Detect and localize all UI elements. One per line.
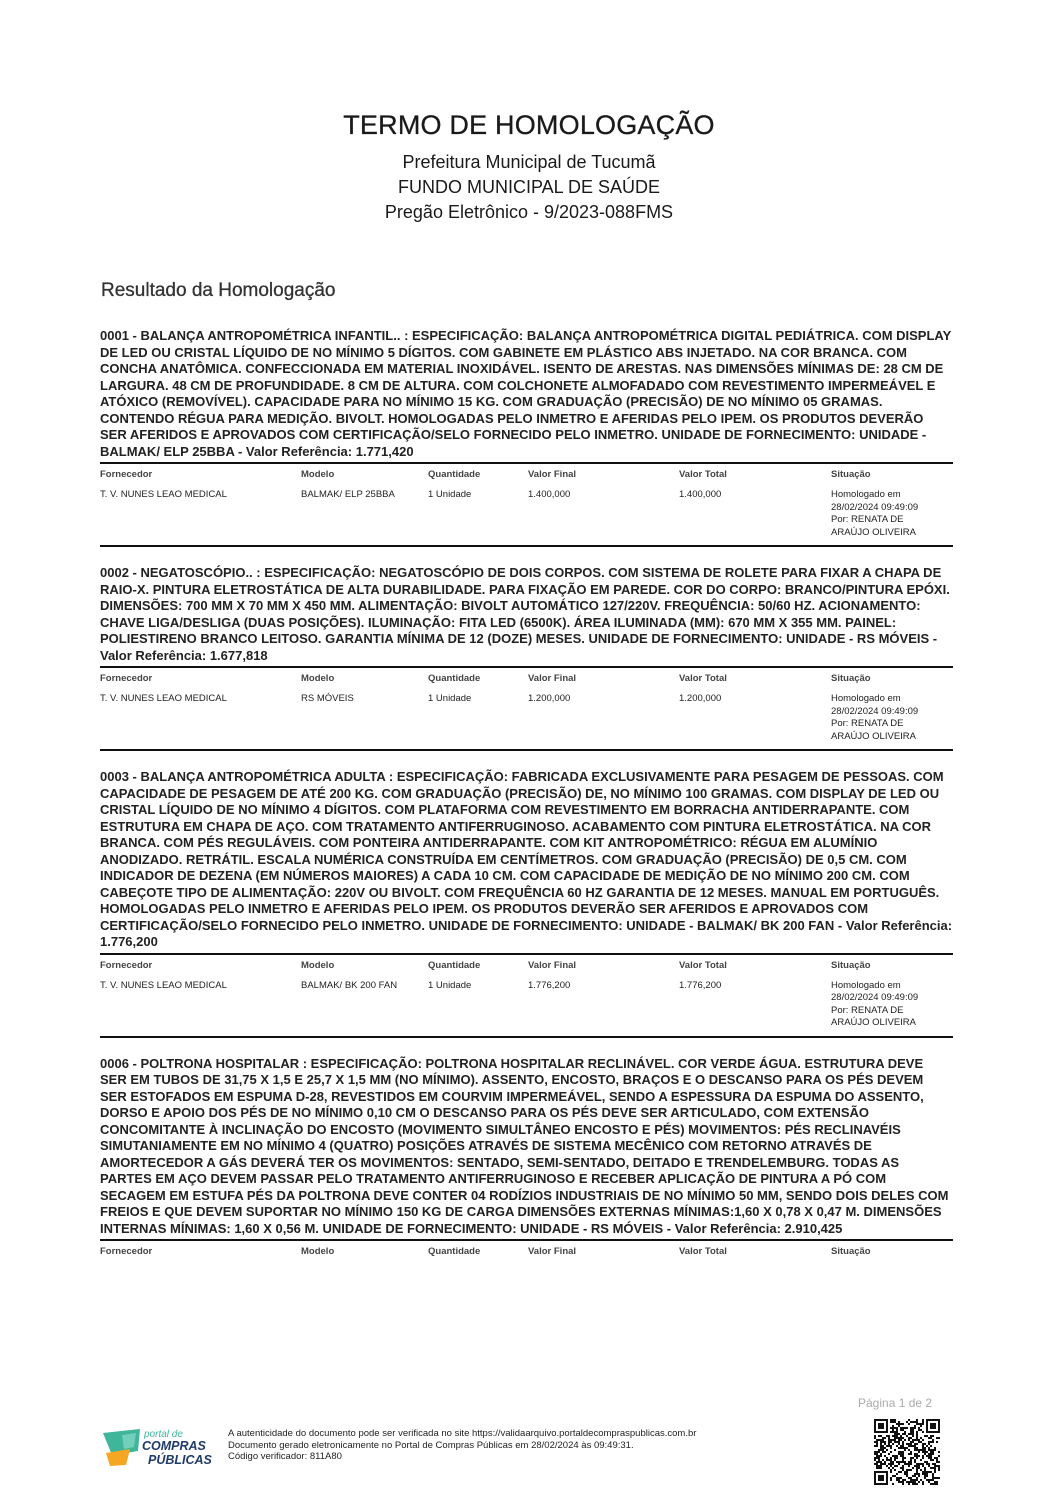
column-header-supplier: Fornecedor [100, 673, 153, 684]
status-line: 28/02/2024 09:49:09 [831, 705, 919, 717]
model-cell: BALMAK/ BK 200 FAN [301, 979, 398, 991]
final-value-cell: 1.400,000 [528, 489, 571, 500]
column-header-final-value: Valor Final [528, 1246, 577, 1257]
footer-line: Código verificador: 811A80 [228, 1451, 342, 1462]
status-line: ARAÚJO OLIVEIRA [831, 526, 916, 538]
column-header-model: Modelo [301, 1246, 335, 1257]
homologation-items [100, 328, 953, 1279]
column-header-model: Modelo [301, 673, 335, 684]
divider [100, 545, 953, 547]
divider [100, 749, 953, 751]
item-block [100, 1056, 953, 1262]
column-header-status: Situação [831, 959, 871, 971]
section-heading: Resultado da Homologação [101, 280, 336, 301]
column-header-final-value: Valor Final [528, 469, 577, 480]
column-header-total-value: Valor Total [679, 469, 727, 480]
footer-line: Documento gerado eletronicamente no Portal de Compras Públicas em 28/02/2024 às 09:49:31. [228, 1439, 634, 1451]
status-line: Por: RENATA DE [831, 514, 904, 525]
item-block [100, 565, 953, 751]
column-header-supplier: Fornecedor [100, 959, 153, 971]
final-value-cell: 1.200,000 [528, 693, 571, 704]
svg-text:portal de: portal de [144, 1429, 183, 1440]
total-value-cell: 1.400,000 [679, 489, 722, 500]
column-header-quantity: Quantidade [428, 469, 481, 480]
model-cell: BALMAK/ ELP 25BBA [301, 489, 395, 500]
svg-text:PÚBLICAS: PÚBLICAS [148, 1453, 212, 1467]
column-header-status: Situação [831, 1246, 871, 1257]
portal-compras-publicas-logo [100, 1425, 218, 1467]
status-line: Homologado em [831, 489, 901, 500]
status-line: Por: RENATA DE [831, 1004, 904, 1016]
item-description: 0003 - BALANÇA ANTROPOMÉTRICA ADULTA : ESPECIFICAÇÃO: FABRICADA EXCLUSIVAMENTE PARA PESAGEM DE PESSOAS. COM CAPACIDADE DE PESAGEM DE ATÉ 200 KG. COM GRADUAÇÃO (PRECISÃO) DE, NO MÍNIMO 100 GRAMAS. COM DISPLAY DE LED OU CRISTAL LÍQUIDO DE NO MÍNIMO 4 DÍGITOS. COM PLATAFORMA COM REVESTIMENTO EM BORRACHA ANTIDERRAPANTE. COM ESTRUTURA EM CHAPA DE AÇO. COM TRATAMENTO ANTIFERRUGINOSO. ACABAMENTO COM PINTURA ELETROSTÁTICA. NA COR BRANCA. COM PÉS REGULÁVEIS. COM PONTEIRA ANTIDERRAPANTE. COM KIT ANTROPOMÉTRICO: RÉGUA EM ALUMÍNIO ANODIZADO. RETRÁTIL. ESCALA NUMÉRICA CONSTRUÍDA EM CENTÍMETROS. COM GRADUAÇÃO (PRECISÃO) DE 0,5 CM. COM INDICADOR DE DEZENA (EM NÚMEROS MAIORES) A CADA 10 CM. COM CAPACIDADE DE MEDIÇÃO DE NO MÍNIMO 200 CM. COM CABEÇOTE TIPO DE ALIMENTAÇÃO: 220V OU BIVOLT. COM FREQUÊNCIA 60 HZ GARANTIA DE 12 MESES. MANUAL EM PORTUGUÊS. HOMOLOGADAS PELO INMETRO E AFERIDAS PELO IPEM. OS PRODUTOS DEVERÃO SER AFERIDOS E APROVADOS COM CERTIFICAÇÃO/SELO FORNECIDO PELO INMETRO. UNIDADE DE FORNECIMENTO: UNIDADE - BALMAK/ BK 200 FAN - Valor Referência: 1.776,200 [100, 769, 953, 949]
item-table [100, 464, 953, 539]
page-number: Página 1 de 2 [858, 1396, 933, 1410]
fund-name: FUNDO MUNICIPAL DE SAÚDE [397, 177, 661, 197]
process-identifier: Pregão Eletrônico - 9/2023-088FMS [384, 202, 674, 222]
status-line: 28/02/2024 09:49:09 [831, 992, 919, 1003]
organization-name: Prefeitura Municipal de Tucumã [402, 152, 656, 172]
item-table [100, 1241, 953, 1261]
footer-line: A autenticidade do documento pode ser verificada no site https://validaarquivo.portaldecompraspublicas.com.br [228, 1428, 697, 1439]
status-line: Homologado em [831, 979, 901, 991]
item-block [100, 328, 953, 547]
total-value-cell: 1.200,000 [679, 693, 722, 704]
item-description: 0006 - POLTRONA HOSPITALAR : ESPECIFICAÇÃO: POLTRONA HOSPITALAR RECLINÁVEL. COR VERDE ÁGUA. ESTRUTURA DEVE SER EM TUBOS DE 31,75 X 1,5 E 25,7 X 1,5 MM (NO MÍNIMO). ASSENTO, ENCOSTO, BRAÇOS E O DESCANSO PARA OS PÉS DEVEM SER ESTOFADOS EM ESPUMA D-28, REVESTIDOS EM COURVIM IMPERMEÁVEL, SENDO A ESPESSURA DA ESPUMA DO ASSENTO, DORSO E APOIO DOS PÉS DE NO MÍNIMO 0,10 CM O DESCANSO PARA OS PÉS DEVE SER ARTICULADO, COM EXTENSÃO CONCOMITANTE À INCLINAÇÃO DO ENCOSTO (MOVIMENTO SIMULTÂNEO ENCOSTO E PÉS) MOVIMENTOS: PÉS RECLINAVÉIS SIMUTANIAMENTE EM NO MÍNIMO 4 (QUATRO) POSIÇÕES ATRAVÉS DE SISTEMA MECÊNICO COM RETORNO ATRAVÉS DE AMORTECEDOR A GÁS DEVERÁ TER OS MOVIMENTOS: SENTADO, SEMI-SENTADO, DEITADO E TRENDELEMBURG. TODAS AS PARTES EM AÇO DEVEM PASSAR PELO TRATAMENTO ANTIFERRUGINOSO E RECEBER APLICAÇÃO DE PINTURA A PÓ COM SECAGEM EM ESTUFA PÉS DA POLTRONA DEVE CONTER 04 RODÍZIOS INDUSTRIAIS DE NO MÍNIMO 50 MM, SENDO DOIS DELES COM FREIOS E QUE DEVEM SUPORTAR NO MÍNIMO 150 KG DE CARGA DIMENSÕES EXTERNAS MÍNIMAS:1,60 X 0,78 X 0,47 M. DIMENSÕES INTERNAS MÍNIMAS: 1,60 X 0,56 M. UNIDADE DE FORNECIMENTO: UNIDADE - RS MÓVEIS - Valor Referência: 2.910,425 [100, 1055, 949, 1236]
quantity-cell: 1 Unidade [428, 979, 472, 991]
column-header-quantity: Quantidade [428, 673, 481, 684]
model-cell: RS MÓVEIS [301, 693, 354, 704]
column-header-quantity: Quantidade [428, 1246, 481, 1257]
column-header-supplier: Fornecedor [100, 469, 153, 480]
item-description: 0002 - NEGATOSCÓPIO.. : ESPECIFICAÇÃO: NEGATOSCÓPIO DE DOIS CORPOS. COM SISTEMA DE ROLETE PARA FIXAR A CHAPA DE RAIO-X. PINTURA ELETROSTÁTICA DE ALTA DURABILIDADE. PARA FIXAÇÃO EM PAREDE. COR DO CORPO: BRANCO/PINTURA EPÓXI. DIMENSÕES: 700 MM X 70 MM X 450 MM. ALIMENTAÇÃO: BIVOLT AUTOMÁTICO 127/220V. FREQUÊNCIA: 50/60 HZ. ACIONAMENTO: CHAVE LIGA/DESLIGA (DUAS POSIÇÕES). ILUMINAÇÃO: FITA LED (6500K). ÁREA ILUMINADA (MM): 670 MM X 355 MM. PAINEL: POLIESTIRENO BRANCO LEITOSO. GARANTIA MÍNIMA DE 12 (DOZE) MESES. UNIDADE DE FORNECIMENTO: UNIDADE - RS MÓVEIS - Valor Referência: 1.677,818 [100, 565, 950, 663]
item-block [100, 769, 953, 1038]
column-header-final-value: Valor Final [528, 959, 577, 971]
status-line: ARAÚJO OLIVEIRA [831, 1017, 916, 1028]
column-header-total-value: Valor Total [679, 959, 727, 971]
document-title: TERMO DE HOMOLOGAÇÃO [343, 110, 715, 140]
supplier-cell: T. V. NUNES LEAO MEDICAL [100, 979, 227, 991]
supplier-cell: T. V. NUNES LEAO MEDICAL [100, 693, 227, 704]
item-table [100, 668, 953, 743]
column-header-status: Situação [831, 469, 871, 480]
svg-text:COMPRAS: COMPRAS [142, 1439, 206, 1453]
column-header-status: Situação [831, 673, 871, 684]
column-header-final-value: Valor Final [528, 673, 577, 684]
column-header-total-value: Valor Total [679, 673, 727, 684]
qr-code [874, 1419, 940, 1485]
quantity-cell: 1 Unidade [428, 693, 472, 704]
status-line: 28/02/2024 09:49:09 [831, 501, 919, 513]
supplier-cell: T. V. NUNES LEAO MEDICAL [100, 489, 227, 500]
column-header-quantity: Quantidade [428, 959, 481, 971]
quantity-cell: 1 Unidade [428, 489, 472, 500]
status-cell [831, 484, 953, 539]
item-table [100, 955, 953, 1030]
status-cell [831, 688, 953, 743]
status-line: Homologado em [831, 693, 901, 704]
column-header-supplier: Fornecedor [100, 1246, 153, 1257]
final-value-cell: 1.776,200 [528, 979, 571, 991]
status-cell [831, 975, 953, 1030]
total-value-cell: 1.776,200 [679, 979, 722, 991]
footer-authenticity-note [228, 1428, 696, 1463]
column-header-total-value: Valor Total [679, 1246, 727, 1257]
status-line: Por: RENATA DE [831, 718, 904, 729]
divider [100, 1036, 953, 1038]
status-line: ARAÚJO OLIVEIRA [831, 730, 916, 742]
item-description: 0001 - BALANÇA ANTROPOMÉTRICA INFANTIL.. : ESPECIFICAÇÃO: BALANÇA ANTROPOMÉTRICA DIGITAL PEDIÁTRICA. COM DISPLAY DE LED OU CRISTAL LÍQUIDO DE NO MÍNIMO 5 DÍGITOS. COM GABINETE EM PLÁSTICO ABS INJETADO. NA COR BRANCA. COM CONCHA ANATÔMICA. CONFECCIONADA EM MATERIAL INOXIDÁVEL. ISENTO DE ARESTAS. NAS DIMENSÕES MÍNIMAS DE: 28 CM DE LARGURA. 48 CM DE PROFUNDIDADE. 8 CM DE ALTURA. COM COLCHONETE ALMOFADADO COM REVESTIMENTO IMPERMEÁVEL E ATÓXICO (REMOVÍVEL). CAPACIDADE PARA NO MÍNIMO 15 KG. COM GRADUAÇÃO (PRECISÃO) DE NO MÍNIMO 05 GRAMAS. CONTENDO RÉGUA PARA MEDIÇÃO. BIVOLT. HOMOLOGADAS PELO INMETRO E AFERIDAS PELO IPEM. OS PRODUTOS DEVERÃO SER AFERIDOS E APROVADOS COM CERTIFICAÇÃO/SELO FORNECIDO PELO INMETRO. UNIDADE DE FORNECIMENTO: UNIDADE - BALMAK/ ELP 25BBA - Valor Referência: 1.771,420 [100, 328, 952, 459]
column-header-model: Modelo [301, 959, 335, 971]
column-header-model: Modelo [301, 469, 335, 480]
